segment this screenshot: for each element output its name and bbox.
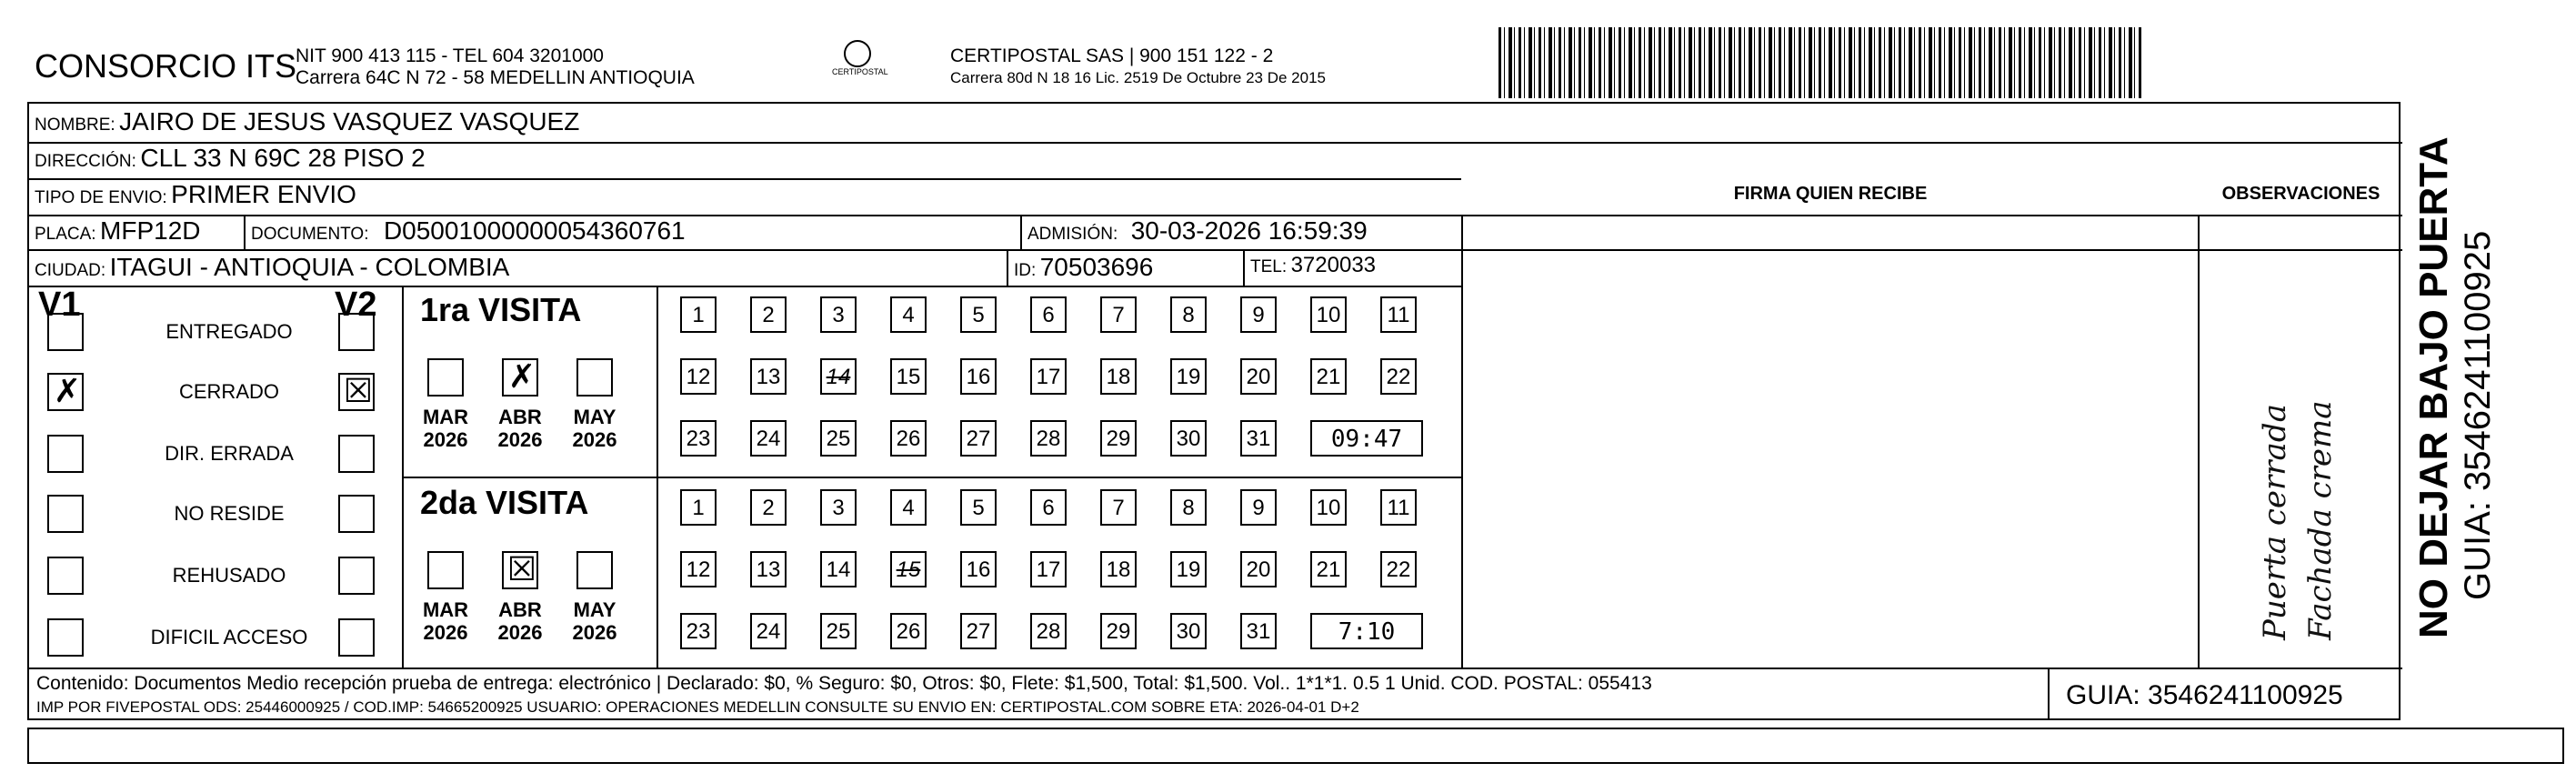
day-box[interactable]: 14 — [820, 551, 857, 587]
postal-license-line: Carrera 80d N 18 16 Lic. 2519 De Octubre 23 De 2015 — [950, 69, 1326, 86]
nit-line: NIT 900 413 115 - TEL 604 3201000 — [296, 45, 604, 66]
v1-checkbox[interactable] — [47, 618, 84, 657]
check-x-icon: ✗ — [53, 373, 82, 410]
day-box[interactable]: 20 — [1240, 358, 1277, 395]
bottom-strip — [27, 728, 2564, 764]
barcode-icon — [1498, 27, 2144, 98]
day-box[interactable]: 5 — [960, 296, 997, 333]
id-label: ID: — [1014, 261, 1037, 280]
day-box[interactable]: 24 — [750, 420, 787, 457]
v2-checkbox[interactable] — [338, 618, 375, 657]
day-box[interactable]: 4 — [890, 296, 927, 333]
v1-label: V1 — [38, 286, 81, 324]
v2-checkbox[interactable] — [338, 313, 375, 351]
admision-field — [1027, 216, 1368, 246]
day-box[interactable]: 28 — [1030, 613, 1067, 649]
month-name: MAR — [422, 598, 469, 621]
month-label — [420, 406, 471, 451]
v2-label: V2 — [335, 286, 377, 324]
day-box[interactable]: 21 — [1310, 551, 1347, 587]
tipo-envio-value: PRIMER ENVIO — [171, 180, 356, 208]
month-checkbox[interactable] — [576, 551, 613, 589]
month-year: 2026 — [572, 621, 617, 644]
day-box[interactable]: 1 — [680, 296, 717, 333]
day-box[interactable]: 6 — [1030, 296, 1067, 333]
month-checkbox[interactable] — [427, 551, 464, 589]
month-name: MAY — [573, 406, 616, 428]
month-name: ABR — [498, 598, 542, 621]
day-box[interactable]: 12 — [680, 551, 717, 587]
v1-checkbox[interactable] — [47, 435, 84, 473]
day-box[interactable]: 7 — [1100, 489, 1137, 526]
day-box[interactable]: 19 — [1170, 551, 1207, 587]
day-box[interactable]: 16 — [960, 358, 997, 395]
company-name: CONSORCIO ITS — [35, 47, 297, 85]
day-box[interactable]: 20 — [1240, 551, 1277, 587]
placa-value: MFP12D — [100, 216, 201, 245]
month-checkbox[interactable] — [502, 551, 538, 589]
logo-caption: CERTIPOSTAL — [832, 67, 888, 76]
day-box[interactable]: 14 — [820, 358, 857, 395]
side-guia: GUIA: 3546241100925 — [2458, 230, 2498, 600]
ciudad-field — [35, 253, 509, 282]
day-box[interactable]: 26 — [890, 420, 927, 457]
month-name: ABR — [498, 406, 542, 428]
day-box[interactable]: 18 — [1100, 551, 1137, 587]
month-label — [420, 598, 471, 644]
day-box[interactable]: 26 — [890, 613, 927, 649]
day-box[interactable]: 9 — [1240, 489, 1277, 526]
postal-info — [950, 45, 1326, 89]
day-box[interactable]: 2 — [750, 489, 787, 526]
tel-value: 3720033 — [1290, 253, 1377, 277]
month-label — [495, 598, 546, 644]
month-year: 2026 — [423, 428, 468, 451]
day-box[interactable]: 17 — [1030, 551, 1067, 587]
postal-company-line: CERTIPOSTAL SAS | 900 151 122 - 2 — [950, 45, 1274, 66]
day-box[interactable]: 11 — [1380, 489, 1417, 526]
day-box[interactable]: 24 — [750, 613, 787, 649]
month-label — [569, 406, 620, 451]
day-box[interactable]: 3 — [820, 296, 857, 333]
day-box[interactable]: 25 — [820, 613, 857, 649]
certipostal-logo-icon — [832, 40, 888, 95]
day-box[interactable]: 17 — [1030, 358, 1067, 395]
day-box[interactable]: 22 — [1380, 358, 1417, 395]
day-box[interactable]: 11 — [1380, 296, 1417, 333]
check-x-icon: ☒ — [506, 551, 537, 588]
day-box[interactable]: 29 — [1100, 420, 1137, 457]
day-box[interactable]: 1 — [680, 489, 717, 526]
status-option-label: ENTREGADO — [165, 320, 293, 343]
day-box[interactable]: 13 — [750, 551, 787, 587]
documento-label: DOCUMENTO: — [251, 225, 369, 244]
placa-field — [35, 216, 201, 246]
day-box[interactable]: 9 — [1240, 296, 1277, 333]
tipo-envio-label: TIPO DE ENVIO: — [35, 188, 167, 207]
check-x-icon: ☒ — [343, 373, 374, 410]
day-box[interactable]: 4 — [890, 489, 927, 526]
month-name: MAR — [422, 406, 469, 428]
month-checkbox[interactable] — [576, 358, 613, 397]
v2-checkbox[interactable] — [338, 435, 375, 473]
status-option-label: NO RESIDE — [174, 502, 285, 525]
day-box[interactable]: 27 — [960, 420, 997, 457]
v2-checkbox[interactable] — [338, 557, 375, 595]
day-box[interactable]: 8 — [1170, 296, 1207, 333]
ciudad-label: CIUDAD: — [35, 261, 106, 280]
day-box[interactable]: 15 — [890, 358, 927, 395]
day-box[interactable]: 13 — [750, 358, 787, 395]
day-box[interactable]: 31 — [1240, 613, 1277, 649]
month-label — [495, 406, 546, 451]
visit-time[interactable]: 09:47 — [1310, 420, 1423, 457]
footer-guia: GUIA: 3546241100925 — [2066, 680, 2343, 710]
direccion-value: CLL 33 N 69C 28 PISO 2 — [140, 144, 426, 172]
month-year: 2026 — [423, 621, 468, 644]
id-value: 70503696 — [1039, 253, 1154, 281]
day-box[interactable]: 19 — [1170, 358, 1207, 395]
admision-label: ADMISIÓN: — [1027, 225, 1118, 244]
day-box[interactable]: 18 — [1100, 358, 1137, 395]
day-box[interactable]: 10 — [1310, 489, 1347, 526]
documento-field — [251, 216, 686, 246]
day-box[interactable]: 29 — [1100, 613, 1137, 649]
day-box[interactable]: 2 — [750, 296, 787, 333]
observation-handwriting-1: Puerta cerrada — [2257, 404, 2293, 640]
documento-value: D05001000000054360761 — [383, 216, 686, 245]
day-box[interactable]: 31 — [1240, 420, 1277, 457]
observation-handwriting-2: Fachada crema — [2302, 400, 2339, 640]
status-option-label: CERRADO — [178, 380, 279, 403]
month-year: 2026 — [572, 428, 617, 451]
direccion-label: DIRECCIÓN: — [35, 152, 136, 171]
observaciones-header: OBSERVACIONES — [2221, 184, 2381, 204]
direccion-field — [35, 144, 426, 173]
day-box[interactable]: 23 — [680, 613, 717, 649]
delivery-form — [27, 102, 2401, 720]
month-label — [569, 598, 620, 644]
day-box[interactable]: 25 — [820, 420, 857, 457]
visit-title: 2da VISITA — [420, 484, 589, 521]
month-year: 2026 — [497, 621, 543, 644]
day-box[interactable]: 30 — [1170, 420, 1207, 457]
footer-contenido: Contenido: Documentos Medio recepción prueba de entrega: electrónico | Declarado: $0, % Seguro: $0, Otros: $0, Flete: $1,500, Total: $1,500. Vol.. 1*1*1. 0.5 1 Unid. COD. POSTAL: 055413 — [36, 673, 1652, 694]
v2-checkbox[interactable] — [338, 373, 375, 411]
visit-title: 1ra VISITA — [420, 291, 582, 328]
month-name: MAY — [573, 598, 616, 621]
v1-checkbox[interactable] — [47, 313, 84, 351]
day-box[interactable]: 30 — [1170, 613, 1207, 649]
tel-label: TEL: — [1250, 257, 1288, 276]
day-box[interactable]: 21 — [1310, 358, 1347, 395]
day-box[interactable]: 12 — [680, 358, 717, 395]
month-checkbox[interactable] — [502, 358, 538, 397]
v1-checkbox[interactable] — [47, 557, 84, 595]
tipo-envio-field — [35, 180, 356, 209]
day-box[interactable]: 3 — [820, 489, 857, 526]
firma-header: FIRMA QUIEN RECIBE — [1733, 184, 1928, 204]
visit-time[interactable]: 7:10 — [1310, 613, 1423, 649]
admision-value: 30-03-2026 16:59:39 — [1130, 216, 1368, 245]
month-year: 2026 — [497, 428, 543, 451]
company-info — [296, 45, 695, 89]
footer-imp: IMP POR FIVEPOSTAL ODS: 25446000925 / COD.IMP: 54665200925 USUARIO: OPERACIONES MEDELLIN CONSULTE SU ENVIO EN: CERTIPOSTAL.COM SOBRE ETA: 2026-04-01 D+2 — [36, 698, 1359, 716]
day-box[interactable]: 5 — [960, 489, 997, 526]
day-box[interactable]: 8 — [1170, 489, 1207, 526]
check-x-icon: ✗ — [507, 358, 536, 396]
company-address: Carrera 64C N 72 - 58 MEDELLIN ANTIOQUIA — [296, 67, 695, 88]
no-dejar-notice: NO DEJAR BAJO PUERTA — [2411, 136, 2456, 638]
day-box[interactable]: 27 — [960, 613, 997, 649]
day-box[interactable]: 16 — [960, 551, 997, 587]
status-option-label: DIR. ERRADA — [165, 442, 294, 465]
day-box[interactable]: 22 — [1380, 551, 1417, 587]
id-field — [1014, 253, 1153, 282]
status-option-label: DIFICIL ACCESO — [150, 626, 308, 648]
day-box[interactable]: 6 — [1030, 489, 1067, 526]
tel-field — [1250, 253, 1376, 278]
v2-checkbox[interactable] — [338, 495, 375, 533]
day-box[interactable]: 28 — [1030, 420, 1067, 457]
status-option-label: REHUSADO — [172, 564, 286, 587]
ciudad-value: ITAGUI - ANTIOQUIA - COLOMBIA — [109, 253, 510, 281]
nombre-label: NOMBRE: — [35, 115, 115, 135]
v1-checkbox[interactable] — [47, 373, 84, 411]
month-checkbox[interactable] — [427, 358, 464, 397]
day-box[interactable]: 7 — [1100, 296, 1137, 333]
nombre-field — [35, 107, 579, 136]
nombre-value: JAIRO DE JESUS VASQUEZ VASQUEZ — [119, 107, 580, 136]
day-box[interactable]: 15 — [890, 551, 927, 587]
placa-label: PLACA: — [35, 225, 96, 244]
day-box[interactable]: 23 — [680, 420, 717, 457]
day-box[interactable]: 10 — [1310, 296, 1347, 333]
v1-checkbox[interactable] — [47, 495, 84, 533]
